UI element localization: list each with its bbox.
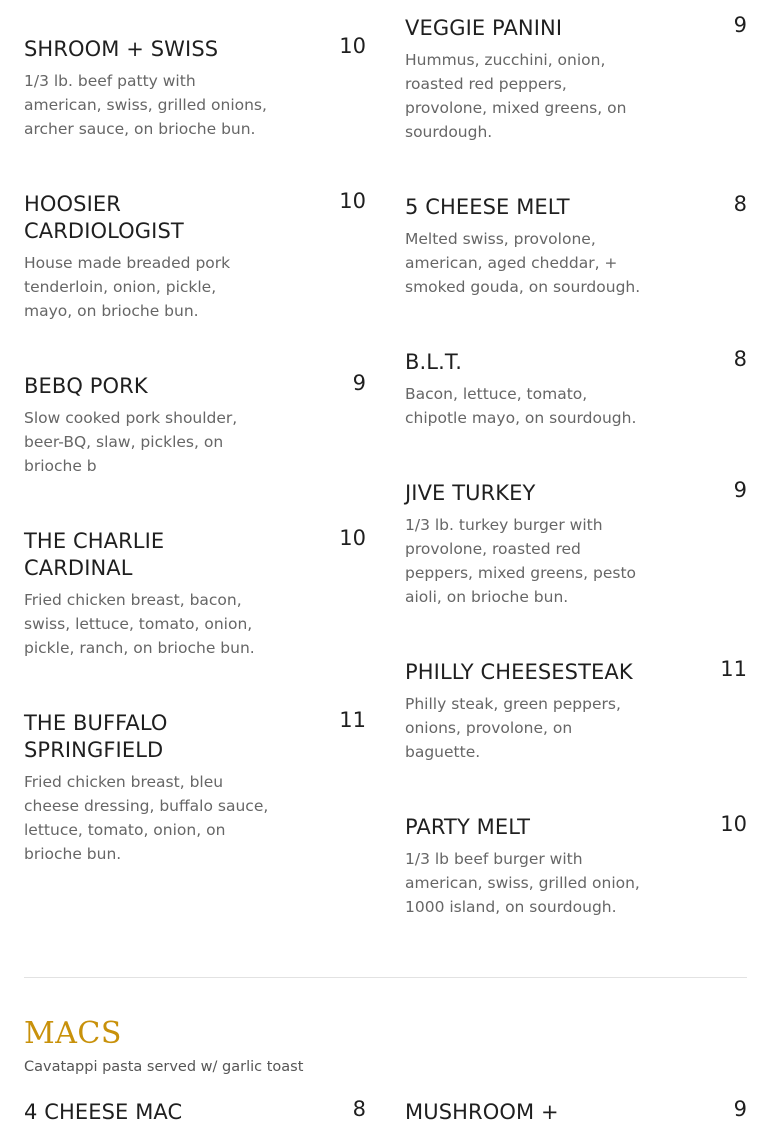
menu-item-name: PHILLY CHEESESTEAK xyxy=(405,660,633,684)
menu-item xyxy=(24,36,366,141)
menu-item-name: JIVE TURKEY xyxy=(405,481,536,505)
menu-item-price: 10 xyxy=(339,189,366,213)
menu-item-header xyxy=(24,373,366,400)
menu-item-name: BEBQ PORK xyxy=(24,374,148,398)
menu-item-name: HOOSIER CARDIOLOGIST xyxy=(24,192,184,243)
menu-item xyxy=(405,814,747,919)
menu-item-description: Fried chicken breast, bacon, swiss, lettuce, tomato, onion, pickle, ranch, on brioche bun. xyxy=(24,591,255,657)
menu-item xyxy=(24,528,366,660)
menu-item-name: B.L.T. xyxy=(405,350,463,374)
menu-item xyxy=(405,194,747,299)
menu-item-description: Bacon, lettuce, tomato, chipotle mayo, on sourdough. xyxy=(405,385,637,427)
menu-item-header xyxy=(24,36,366,63)
menu-item-header xyxy=(405,15,747,42)
menu-item-price: 9 xyxy=(733,478,747,502)
menu-item xyxy=(405,659,747,764)
menu-item-price: 11 xyxy=(339,708,366,732)
menu-item-header xyxy=(405,349,747,376)
menu-item-description: Hummus, zucchini, onion, roasted red peppers, provolone, mixed greens, on sourdough. xyxy=(405,51,627,141)
menu-item xyxy=(405,1099,747,1126)
section-subtitle: Cavatappi pasta served w/ garlic toast xyxy=(24,1059,304,1075)
menu-item xyxy=(24,191,366,323)
menu-item-price: 9 xyxy=(352,371,366,395)
menu-item-name: MUSHROOM + xyxy=(405,1100,559,1124)
menu-item-description: House made breaded pork tenderloin, onion, pickle, mayo, on brioche bun. xyxy=(24,254,231,320)
menu-item-header xyxy=(405,1099,747,1126)
menu-item-price: 8 xyxy=(733,347,747,371)
menu-item-price: 8 xyxy=(733,192,747,216)
menu-item-header xyxy=(24,710,366,764)
menu-item-header xyxy=(24,1099,366,1126)
menu-item-header xyxy=(405,814,747,841)
menu-item-price: 10 xyxy=(339,34,366,58)
menu-item-header xyxy=(405,194,747,221)
section-divider xyxy=(24,977,747,978)
menu-item xyxy=(24,710,366,866)
menu-item-price: 10 xyxy=(720,812,747,836)
menu-item-description: Philly steak, green peppers, onions, provolone, on baguette. xyxy=(405,695,621,761)
menu-item xyxy=(24,373,366,478)
menu-item-name: 4 CHEESE MAC xyxy=(24,1100,183,1124)
menu-item-description: Fried chicken breast, bleu cheese dressing, buffalo sauce, lettuce, tomato, onion, on brioche bun. xyxy=(24,773,269,863)
menu-item-description: Melted swiss, provolone, american, aged cheddar, + smoked gouda, on sourdough. xyxy=(405,230,641,296)
menu-item-header xyxy=(24,528,366,582)
menu-item-name: SHROOM + SWISS xyxy=(24,37,219,61)
menu-item-description: 1/3 lb. beef patty with american, swiss, grilled onions, archer sauce, on brioche bun. xyxy=(24,72,267,138)
menu-item-name: 5 CHEESE MELT xyxy=(405,195,570,219)
menu-item-price: 9 xyxy=(733,1097,747,1121)
menu-item xyxy=(405,15,747,144)
menu-item-description: Slow cooked pork shoulder, beer-BQ, slaw, pickles, on brioche b xyxy=(24,409,238,475)
section-title-macs: MACS xyxy=(24,1016,122,1051)
menu-item-price: 9 xyxy=(733,13,747,37)
menu-item-name: VEGGIE PANINI xyxy=(405,16,563,40)
menu-item-price: 10 xyxy=(339,526,366,550)
menu-item xyxy=(405,349,747,430)
menu-item xyxy=(24,1099,366,1126)
menu-item-description: 1/3 lb beef burger with american, swiss, grilled onion, 1000 island, on sourdough. xyxy=(405,850,640,916)
menu-item-name: THE CHARLIE CARDINAL xyxy=(24,529,165,580)
menu-item-header xyxy=(405,480,747,507)
menu-item-name: PARTY MELT xyxy=(405,815,531,839)
menu-item-price: 8 xyxy=(352,1097,366,1121)
menu-item-header xyxy=(405,659,747,686)
menu-item-name: THE BUFFALO SPRINGFIELD xyxy=(24,711,168,762)
menu-item-price: 11 xyxy=(720,657,747,681)
menu-item xyxy=(405,480,747,609)
menu-item-description: 1/3 lb. turkey burger with provolone, roasted red peppers, mixed greens, pesto aioli, on brioche bun. xyxy=(405,516,637,606)
menu-item-header xyxy=(24,191,366,245)
